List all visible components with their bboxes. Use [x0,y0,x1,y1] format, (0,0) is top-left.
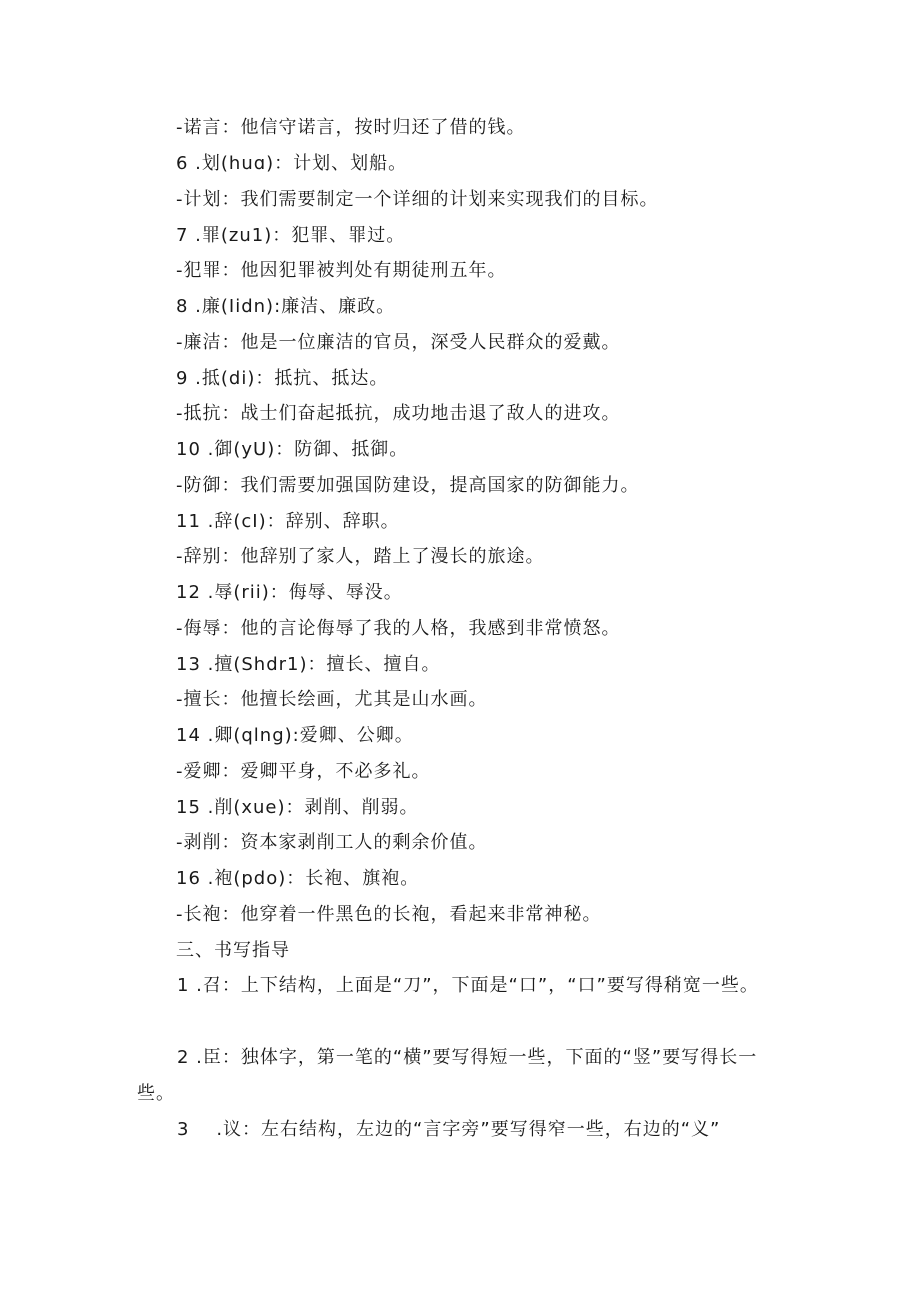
text-line: -擅长：他擅长绘画，尤其是山水画。 [176,689,488,710]
text-line: 13 .擅(Shdr1)：擅长、擅自。 [176,654,441,675]
text-line: -抵抗：战士们奋起抵抗，成功地击退了敌人的进攻。 [176,403,621,424]
text-line: -犯罪：他因犯罪被判处有期徒刑五年。 [176,260,507,281]
section-heading: 三、书写指导 [176,940,290,961]
text-line: -长袍：他穿着一件黑色的长袍，看起来非常神秘。 [176,904,602,925]
writing-guide-item: 3 .议：左右结构，左边的“言字旁”要写得窄一些，右边的“义” [177,1119,721,1140]
text-line: 15 .削(xue)：剥削、削弱。 [176,797,419,818]
text-line: -诺言：他信守诺言，按时归还了借的钱。 [176,117,526,138]
text-line: 12 .辱(rii)：侮辱、辱没。 [176,582,403,603]
writing-guide-item: 1 .召：上下结构，上面是“刀”，下面是“口”，“口”要写得稍宽一些。 [177,975,759,996]
writing-guide-item: 2 .臣：独体字，第一笔的“横”要写得短一些，下面的“竖”要写得长一些。 [137,1047,758,1104]
text-line: 16 .袍(pdo)：长袍、旗袍。 [176,868,420,889]
text-line: -侮辱：他的言论侮辱了我的人格，我感到非常愤怒。 [176,618,621,639]
text-line: 6 .划(huɑ)：计划、划船。 [176,153,408,174]
text-line: 11 .辞(cI)：辞别、辞职。 [176,511,400,532]
text-line: 8 .廉(Iidn):廉洁、廉政。 [176,296,396,317]
text-line: -廉洁：他是一位廉洁的官员，深受人民群众的爱戴。 [176,332,621,353]
text-line: 9 .抵(di)：抵抗、抵达。 [176,368,389,389]
text-line: 14 .卿(qlng):爱卿、公卿。 [176,725,414,746]
text-line: 7 .罪(zu1)：犯罪、罪过。 [176,225,406,246]
text-line: -剥削：资本家剥削工人的剩余价值。 [176,832,488,853]
text-line: -爱卿：爱卿平身，不必多礼。 [176,761,431,782]
text-line: 10 .御(yU)：防御、抵御。 [176,439,409,460]
text-line: -计划：我们需要制定一个详细的计划来实现我们的目标。 [176,189,659,210]
text-line: -辞别：他辞别了家人，踏上了漫长的旅途。 [176,546,545,567]
text-line: -防御：我们需要加强国防建设，提高国家的防御能力。 [176,475,640,496]
